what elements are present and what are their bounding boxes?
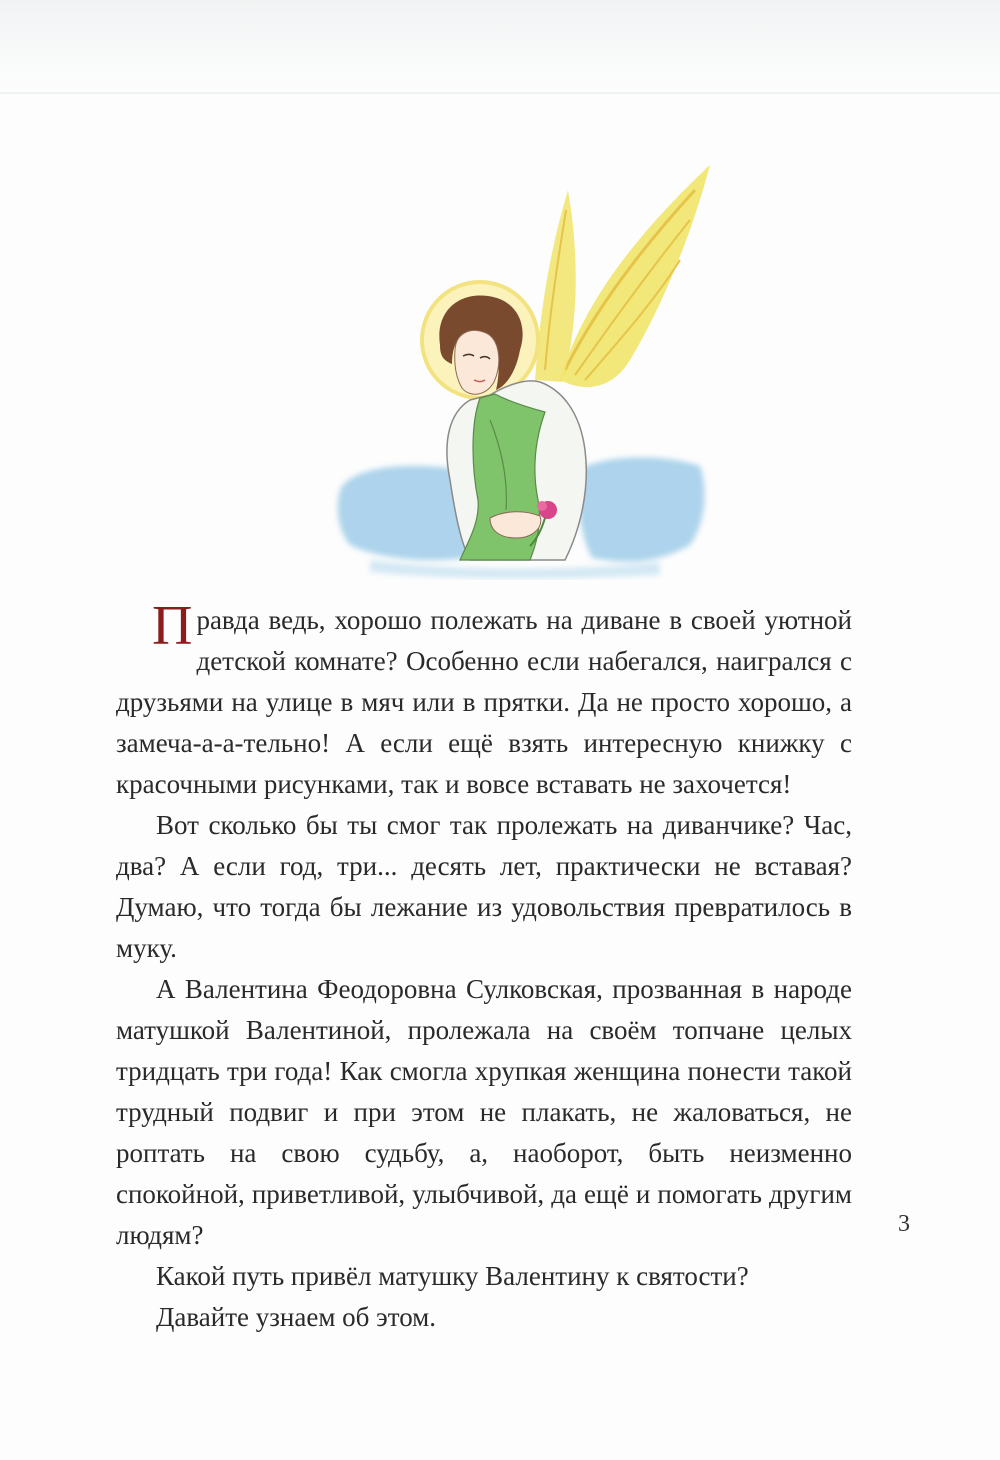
wings [535, 165, 710, 387]
drop-cap: П [152, 595, 193, 657]
angel-drawing [330, 150, 710, 580]
page-top-shadow [0, 0, 1000, 96]
paragraph-5: Давайте узнаем об этом. [156, 1302, 437, 1332]
cloud-right [578, 457, 704, 561]
story-text [116, 595, 852, 1338]
paragraph-2: Вот сколько бы ты смог так пролежать на диванчике? Час, два? А если год, три... десять лет, практически не вставая? Думаю, что тогда бы лежание из удовольствия превратилось в муку. [116, 810, 852, 963]
paragraph-3: А Валентина Феодоровна Сулковская, прозванная в народе матушкой Валентиной, пролежала на своём топчане целых тридцать три года! Как смогла хрупкая женщина понести такой трудный подвиг и при этом не плакать, не жаловаться, не роптать на свою судьбу, а, наоборот, быть неизменно спокойной, приветливой, улыбчивой, да ещё и помогать другим людям? [116, 974, 852, 1250]
cloud-bottom [370, 560, 660, 578]
paragraph-1-text: равда ведь, хорошо полежать на диване в своей уютной детской комнате? Особенно если набегался, наигрался с друзьями на улице в мяч или в прятки. Да не просто хорошо, а замеча-а-а-тельно! А если ещё взять интересную книжку с красочными рисунками, так и вовсе вставать не захочется! [116, 605, 852, 799]
paragraph-4: Какой путь привёл матушку Валентину к святости? [156, 1261, 749, 1291]
page-number: 3 [898, 1211, 910, 1237]
page-top-edge [0, 92, 1000, 94]
face [455, 331, 499, 395]
angel-illustration [330, 150, 710, 580]
paragraph-1 [116, 595, 852, 805]
